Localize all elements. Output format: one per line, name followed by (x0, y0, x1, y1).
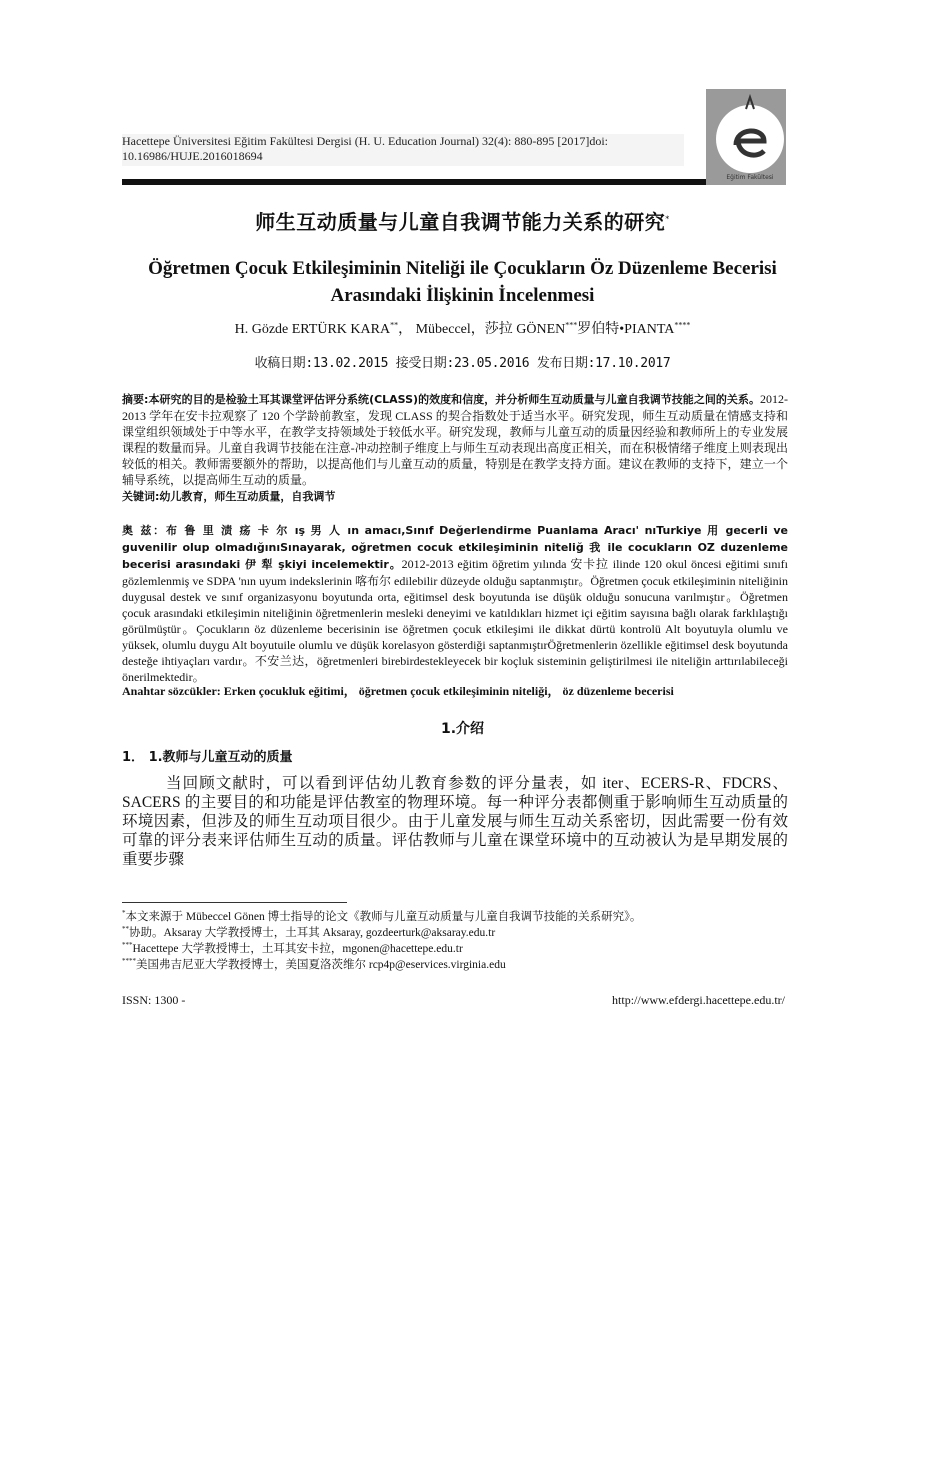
abstract-chinese-body: 2012-2013 学年在安卡拉观察了 120 个学龄前教室，发现 CLASS 的契合指数处于适当水平。研究发现，师生互动质量在情感支持和课堂组织领域处于中等水平，在教学支持领域处于较低水平。研究发现，教师与儿童互动的质量因经验和教师所上的专业发展课程的数量而异。儿童自我调节技能在注意-冲动控制子维度上与师生互动表现出高度正相关，而在积极情绪子维度上则表现出较低的相关。教师需要额外的帮助，以提高他们与儿童互动的质量，特别是在教学支持方面。建议在教师的支持下，建立一个辅导系统，以提高师生互动的质量。 (122, 392, 788, 487)
footnote-divider (122, 902, 347, 903)
journal-citation-line2: 10.16986/HUJE.2016018694 (122, 149, 263, 163)
paper-title-chinese: 师生互动质量与儿童自我调节能力关系的研究* (255, 210, 670, 234)
publication-dates: 收稿日期:13.02.2015 接受日期:23.05.2016 发布日期:17.10.2017 (254, 356, 671, 371)
journal-logo (706, 89, 786, 185)
footnote-item: ****美国弗吉尼亚大学教授博士，美国夏洛茨维尔 rcp4p@eservices.virginia.edu (122, 957, 506, 971)
subsection-heading: 1． 1.教师与儿童互动的质量 (122, 750, 293, 765)
journal-header (122, 134, 684, 166)
footnote-item: *本文来源于 Mübeccel Gönen 博士指导的论文《教师与儿童互动质量与儿童自我调节技能的关系研究》。 (122, 909, 642, 923)
abstract-turkish-body: 2012-2013 eğitim öğretim yılında 安卡拉 ilinde 120 okul öncesi eğitimi sınıfı gözlemlenmiş ve SDPA 'nın uyum indekslerinin 喀布尔 edilebilir düzeyde olduğu saptanmıştır。Öğretmen çocuk etkileşiminin niteliğinin duygusal destek ve sınıf organizasyonu boyutunda orta, eğitimsel desk boyutunda ise düşük olduğu sonucuna varılmıştır。Öğretmen çocuk arasındaki etkileşimin niteliğinin öğretmenlerin mesleki deneyimi ve katıldıkları hizmet içi eğitim sayısına bağlı olarak farklılaştığı görülmüştür。Çocukların öz düzenleme becerisinin ise öğretmen çocuk etkileşimi ile dikkat dürtü kontrolü Alt boyutuyla olumlu ve yüksek, olumlu duygu Alt boyutuile olumlu ve düşük korelasyon gösterdiği saptanmıştırÖğretmenlerin özellikle eğitimsel desk boyutunda desteğe ihtiyaçları vardır。不安兰达，öğretmenleri birebirdestekleyecek bir koçluk sisteminin geliştirilmesi ile niteliğin arttırılabileceği önerilmektedir。 (122, 557, 789, 684)
body-paragraph: 当回顾文献时，可以看到评估幼儿教育参数的评分量表，如 iter、ECERS-R、FDCRS、SACERS 的主要目的和功能是评估教室的物理环境。每一种评分表都侧重于影响师生互动质量的环境因素，但涉及的师生互动项目很少。由于儿童发展与师生互动关系密切，因此需要一份有效可靠的评分表来评估师生互动的质量。评估教师与儿童在课堂环境中的互动被认为是早期发展的重要步骤 (122, 775, 788, 868)
journal-url-link[interactable]: http://www.efdergi.hacettepe.edu.tr/ (612, 993, 785, 1007)
title-turkish-line1: Öğretmen Çocuk Etkileşiminin Niteliği ile Çocukların Öz Düzenleme Becerisi (148, 258, 777, 279)
author-list: H. Gözde ERTÜRK KARA**， Mübeccel，莎拉 GÖNEN***罗伯特•PIANTA**** (234, 320, 691, 337)
keywords-turkish: Anahtar sözcükler: Erken çocukluk eğitimi， öğretmen çocuk etkileşiminin niteliği， öz düzenleme becerisi (122, 684, 674, 698)
journal-citation-line1: Hacettepe Üniversitesi Eğitim Fakültesi Dergisi (H. U. Education Journal) 32(4): 880-895 [2017]doi: (122, 134, 609, 148)
paper-title-turkish (110, 255, 815, 309)
header-divider (122, 179, 786, 185)
issn-number: ISSN: 1300 - (122, 993, 186, 1007)
title-turkish-line2: Arasındaki İlişkinin İncelenmesi (330, 285, 595, 306)
keywords-chinese: 关键词:幼儿教育，师生互动质量，自我调节 (122, 490, 336, 503)
faculty-logo-icon (706, 89, 786, 185)
abstract-turkish-lead: 奥 兹：布 鲁 里 渍 疡 卡 尔 ış 男 人 ın amacı,Sınıf Değerlendirme Puanlama Aracı' nıTurkiye 用 gecerli ve guvenilir olup olmadığınıSınayarak, oğretmen cocuk etkileşiminin niteliğ 我 ile cocukların OZ duzenleme becerisi arasındaki 伊 犁 şkiyi incelemektir。 (122, 524, 788, 571)
section-heading: 1.介绍 (440, 721, 485, 737)
footnote-item: ***Hacettepe 大学教授博士，土耳其安卡拉，mgonen@hacettepe.edu.tr (122, 941, 463, 955)
abstract-chinese-lead: 摘要:本研究的目的是检验土耳其课堂评估评分系统(CLASS)的效度和信度，并分析师生互动质量与儿童自我调节技能之间的关系。 (122, 393, 760, 406)
abstract-turkish (122, 522, 788, 685)
abstract-chinese (122, 391, 788, 488)
footnote-item: **协助。Aksaray 大学教授博士，土耳其 Aksaray, gozdeerturk@aksaray.edu.tr (122, 925, 496, 939)
svg-text:Eğitim Fakültesi: Eğitim Fakültesi (726, 174, 774, 181)
